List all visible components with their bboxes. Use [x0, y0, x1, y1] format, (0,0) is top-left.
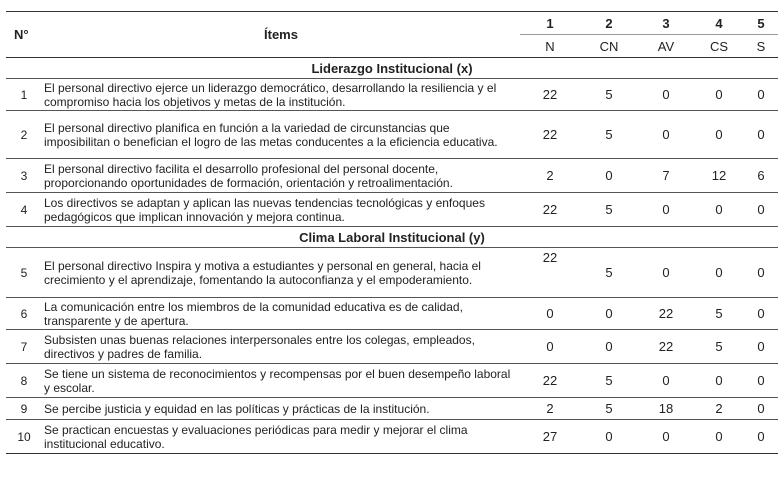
item-text: El personal directivo facilita el desarrollo profesional del personal docente, proporcionando oportunidades de formación, orientación y retroalimentación.	[42, 159, 520, 193]
item-number: 6	[6, 298, 42, 330]
section-title: Clima Laboral Institucional (y)	[6, 227, 778, 248]
scale-number-1: 1	[520, 12, 580, 35]
item-text: La comunicación entre los miembros de la comunidad educativa es de calidad, transparente y de apertura.	[42, 298, 520, 330]
value-n: 27	[520, 420, 580, 454]
item-text: El personal directivo Inspira y motiva a estudiantes y personal en general, hacia el crecimiento y el aprendizaje, fomentando la autoconfianza y el empoderamiento.	[42, 248, 520, 298]
value-n: 2	[520, 398, 580, 420]
item-number: 9	[6, 398, 42, 420]
item-text: Se practican encuestas y evaluaciones periódicas para medir y mejorar el clima institucional educativo.	[42, 420, 520, 454]
table-row	[6, 111, 778, 159]
value-cn: 0	[580, 420, 638, 454]
value-cn: 5	[580, 364, 638, 398]
value-av: 0	[638, 193, 694, 227]
value-cs: 0	[694, 364, 744, 398]
table-row	[6, 330, 778, 364]
scale-code-n: N	[520, 35, 580, 58]
value-s: 0	[744, 398, 778, 420]
value-s: 0	[744, 298, 778, 330]
item-text: El personal directivo ejerce un liderazgo democrático, desarrollando la resiliencia y el compromiso hacia los objetivos y metas de la institución.	[42, 79, 520, 111]
section-title: Liderazgo Institucional (x)	[6, 58, 778, 79]
value-cs: 0	[694, 420, 744, 454]
value-cn: 0	[580, 330, 638, 364]
value-av: 0	[638, 111, 694, 159]
value-s: 0	[744, 193, 778, 227]
value-n: 22	[520, 193, 580, 227]
value-av: 0	[638, 364, 694, 398]
value-s: 6	[744, 159, 778, 193]
value-n: 0	[520, 330, 580, 364]
survey-results-table	[6, 11, 778, 454]
value-cs: 0	[694, 193, 744, 227]
scale-number-4: 4	[694, 12, 744, 35]
value-cs: 5	[694, 330, 744, 364]
value-cn: 5	[580, 248, 638, 298]
value-cn: 0	[580, 159, 638, 193]
table-row	[6, 248, 778, 298]
item-number: 5	[6, 248, 42, 298]
value-s: 0	[744, 111, 778, 159]
scale-code-av: AV	[638, 35, 694, 58]
value-cn: 5	[580, 193, 638, 227]
scale-number-5: 5	[744, 12, 778, 35]
value-n: 2	[520, 159, 580, 193]
table-row	[6, 364, 778, 398]
section-header-row	[6, 227, 778, 248]
column-header-items: Ítems	[42, 12, 520, 58]
column-header-number: N°	[6, 12, 42, 58]
item-number: 3	[6, 159, 42, 193]
item-text: Subsisten unas buenas relaciones interpersonales entre los colegas, empleados, directivos y padres de familia.	[42, 330, 520, 364]
value-cn: 5	[580, 398, 638, 420]
scale-number-3: 3	[638, 12, 694, 35]
value-n: 22	[520, 111, 580, 159]
scale-code-cs: CS	[694, 35, 744, 58]
item-number: 7	[6, 330, 42, 364]
item-text: Los directivos se adaptan y aplican las nuevas tendencias tecnológicas y enfoques pedagógicos que implican innovación y mejora continua.	[42, 193, 520, 227]
value-n: 22	[520, 248, 580, 298]
value-av: 22	[638, 330, 694, 364]
section-header-row	[6, 58, 778, 79]
item-number: 2	[6, 111, 42, 159]
table-row	[6, 398, 778, 420]
scale-code-s: S	[744, 35, 778, 58]
scale-number-2: 2	[580, 12, 638, 35]
value-cs: 0	[694, 248, 744, 298]
value-n: 0	[520, 298, 580, 330]
item-text: El personal directivo planifica en función a la variedad de circunstancias que imposibilitan o benefician el logro de las metas conducentes a la eficiencia educativa.	[42, 111, 520, 159]
item-text: Se percibe justicia y equidad en las políticas y prácticas de la institución.	[42, 398, 520, 420]
value-av: 7	[638, 159, 694, 193]
value-av: 22	[638, 298, 694, 330]
value-n: 22	[520, 364, 580, 398]
value-s: 0	[744, 79, 778, 111]
value-s: 0	[744, 330, 778, 364]
value-av: 0	[638, 420, 694, 454]
value-av: 0	[638, 79, 694, 111]
value-cs: 12	[694, 159, 744, 193]
value-n: 22	[520, 79, 580, 111]
table-row	[6, 420, 778, 454]
value-av: 0	[638, 248, 694, 298]
value-cn: 0	[580, 298, 638, 330]
table-row	[6, 298, 778, 330]
item-number: 10	[6, 420, 42, 454]
value-cn: 5	[580, 79, 638, 111]
value-cn: 5	[580, 111, 638, 159]
table-row	[6, 193, 778, 227]
table-row	[6, 79, 778, 111]
value-cs: 5	[694, 298, 744, 330]
value-cs: 0	[694, 111, 744, 159]
value-cs: 0	[694, 79, 744, 111]
value-s: 0	[744, 364, 778, 398]
value-s: 0	[744, 248, 778, 298]
item-text: Se tiene un sistema de reconocimientos y recompensas por el buen desempeño laboral y escolar.	[42, 364, 520, 398]
item-number: 4	[6, 193, 42, 227]
value-cs: 2	[694, 398, 744, 420]
table-row	[6, 159, 778, 193]
value-av: 18	[638, 398, 694, 420]
scale-code-cn: CN	[580, 35, 638, 58]
item-number: 8	[6, 364, 42, 398]
value-s: 0	[744, 420, 778, 454]
item-number: 1	[6, 79, 42, 111]
